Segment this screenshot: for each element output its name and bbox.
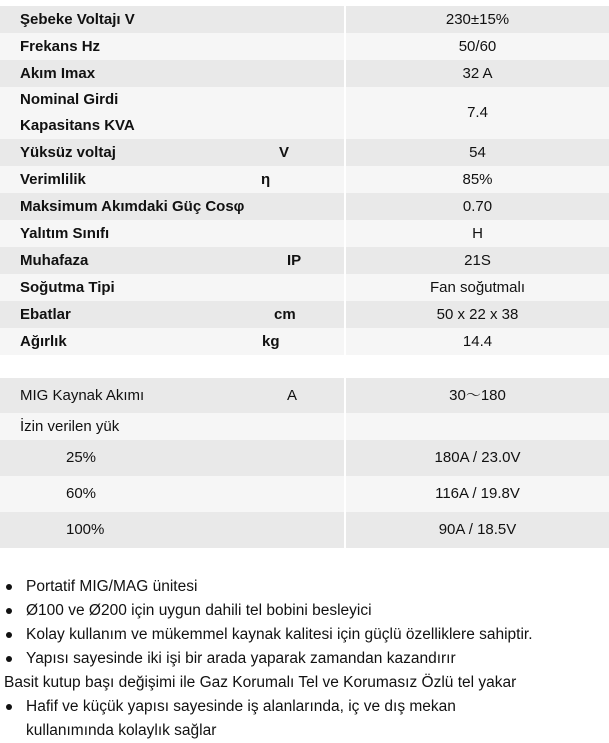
spec-label-line1: Nominal Girdi xyxy=(20,91,119,108)
spec-label xyxy=(0,87,344,139)
spec-row-current xyxy=(0,60,609,87)
spec-unit: cm xyxy=(274,306,296,323)
spec-row-power-factor xyxy=(0,193,609,220)
feature-item xyxy=(0,695,609,719)
spec-row-weight xyxy=(0,328,609,355)
spec-unit: kg xyxy=(262,333,280,350)
mig-duty-value: 180A / 23.0V xyxy=(346,440,609,476)
mig-load-label: İzin verilen yük xyxy=(0,413,344,440)
mig-current-value: 30～180 xyxy=(346,378,609,413)
spec-label: Yalıtım Sınıfı xyxy=(0,220,344,247)
feature-item xyxy=(0,575,609,599)
feature-text-continued: kullanımında kolaylık sağlar xyxy=(26,722,217,739)
feature-item xyxy=(0,647,609,671)
spec-label: Soğutma Tipi xyxy=(0,274,344,301)
spec-label xyxy=(0,139,344,166)
spec-label-text: Yüksüz voltaj xyxy=(20,144,116,161)
spec-row-capacity xyxy=(0,87,609,139)
spec-unit: IP xyxy=(287,252,302,269)
mig-load-header-value xyxy=(346,413,609,440)
spec-label-text: Muhafaza xyxy=(20,252,89,269)
spec-label: Frekans Hz xyxy=(0,33,344,60)
spec-row-voltage xyxy=(0,6,609,33)
spec-value: 0.70 xyxy=(346,193,609,220)
spec-label-text: Ebatlar xyxy=(20,306,71,323)
feature-item xyxy=(0,599,609,623)
mig-duty: 60% xyxy=(0,476,344,512)
spec-label-text: Verimlilik xyxy=(20,171,86,188)
spec-value: 32 A xyxy=(346,60,609,87)
spec-label: Şebeke Voltajı V xyxy=(0,6,344,33)
spec-label: Maksimum Akımdaki Güç Cosφ xyxy=(0,193,344,220)
spec-row-no-load-voltage xyxy=(0,139,609,166)
spec-row-enclosure xyxy=(0,247,609,274)
mig-duty: 25% xyxy=(0,440,344,476)
mig-duty: 100% xyxy=(0,512,344,548)
mig-load-header-row xyxy=(0,413,609,440)
spec-row-dimensions xyxy=(0,301,609,328)
spec-value: 230±15% xyxy=(346,6,609,33)
spec-label xyxy=(0,247,344,274)
spec-value: 54 xyxy=(346,139,609,166)
spec-row-frequency xyxy=(0,33,609,60)
mig-unit: A xyxy=(287,387,298,404)
spec-value: 7.4 xyxy=(346,87,609,139)
spec-label xyxy=(0,328,344,355)
spec-row-efficiency xyxy=(0,166,609,193)
spec-value: H xyxy=(346,220,609,247)
bullet-icon xyxy=(6,584,12,590)
feature-text: Kolay kullanım ve mükemmel kaynak kalitesi için güçlü özelliklere sahiptir. xyxy=(26,626,533,643)
feature-plain-text: Basit kutup başı değişimi ile Gaz Korumalı Tel ve Korumasız Özlü tel yakar xyxy=(4,674,517,691)
feature-text: Yapısı sayesinde iki işi bir arada yaparak zamandan kazandırır xyxy=(26,650,456,667)
spec-value: 50/60 xyxy=(346,33,609,60)
spec-value: 14.4 xyxy=(346,328,609,355)
spec-value: Fan soğutmalı xyxy=(346,274,609,301)
feature-text: Portatif MIG/MAG ünitesi xyxy=(26,578,198,595)
mig-duty-value: 90A / 18.5V xyxy=(346,512,609,548)
bullet-icon xyxy=(6,704,12,710)
spec-label-line2: Kapasitans KVA xyxy=(20,117,135,134)
bullet-icon xyxy=(6,608,12,614)
mig-load-row xyxy=(0,512,609,548)
mig-load-row xyxy=(0,440,609,476)
feature-list xyxy=(0,575,609,743)
mig-current-row xyxy=(0,378,609,413)
spec-unit: V xyxy=(279,144,290,161)
bullet-icon xyxy=(6,656,12,662)
mig-current-label xyxy=(0,378,344,413)
spec-value: 85% xyxy=(346,166,609,193)
spec-value: 21S xyxy=(346,247,609,274)
mig-label-text: MIG Kaynak Akımı xyxy=(20,387,145,404)
feature-item xyxy=(0,623,609,647)
spec-row-insulation xyxy=(0,220,609,247)
spec-label-text: Ağırlık xyxy=(20,333,67,350)
mig-table xyxy=(0,378,609,548)
spec-label xyxy=(0,301,344,328)
bullet-icon xyxy=(6,632,12,638)
spec-value: 50 x 22 x 38 xyxy=(346,301,609,328)
spec-row-cooling xyxy=(0,274,609,301)
spec-table xyxy=(0,6,609,355)
spec-unit: η xyxy=(261,171,271,188)
feature-text: Ø100 ve Ø200 için uygun dahili tel bobini besleyici xyxy=(26,602,372,619)
mig-duty-value: 116A / 19.8V xyxy=(346,476,609,512)
spec-label xyxy=(0,166,344,193)
mig-load-row xyxy=(0,476,609,512)
feature-text: Hafif ve küçük yapısı sayesinde iş alanlarında, iç ve dış mekan xyxy=(26,698,456,715)
spec-label: Akım Imax xyxy=(0,60,344,87)
